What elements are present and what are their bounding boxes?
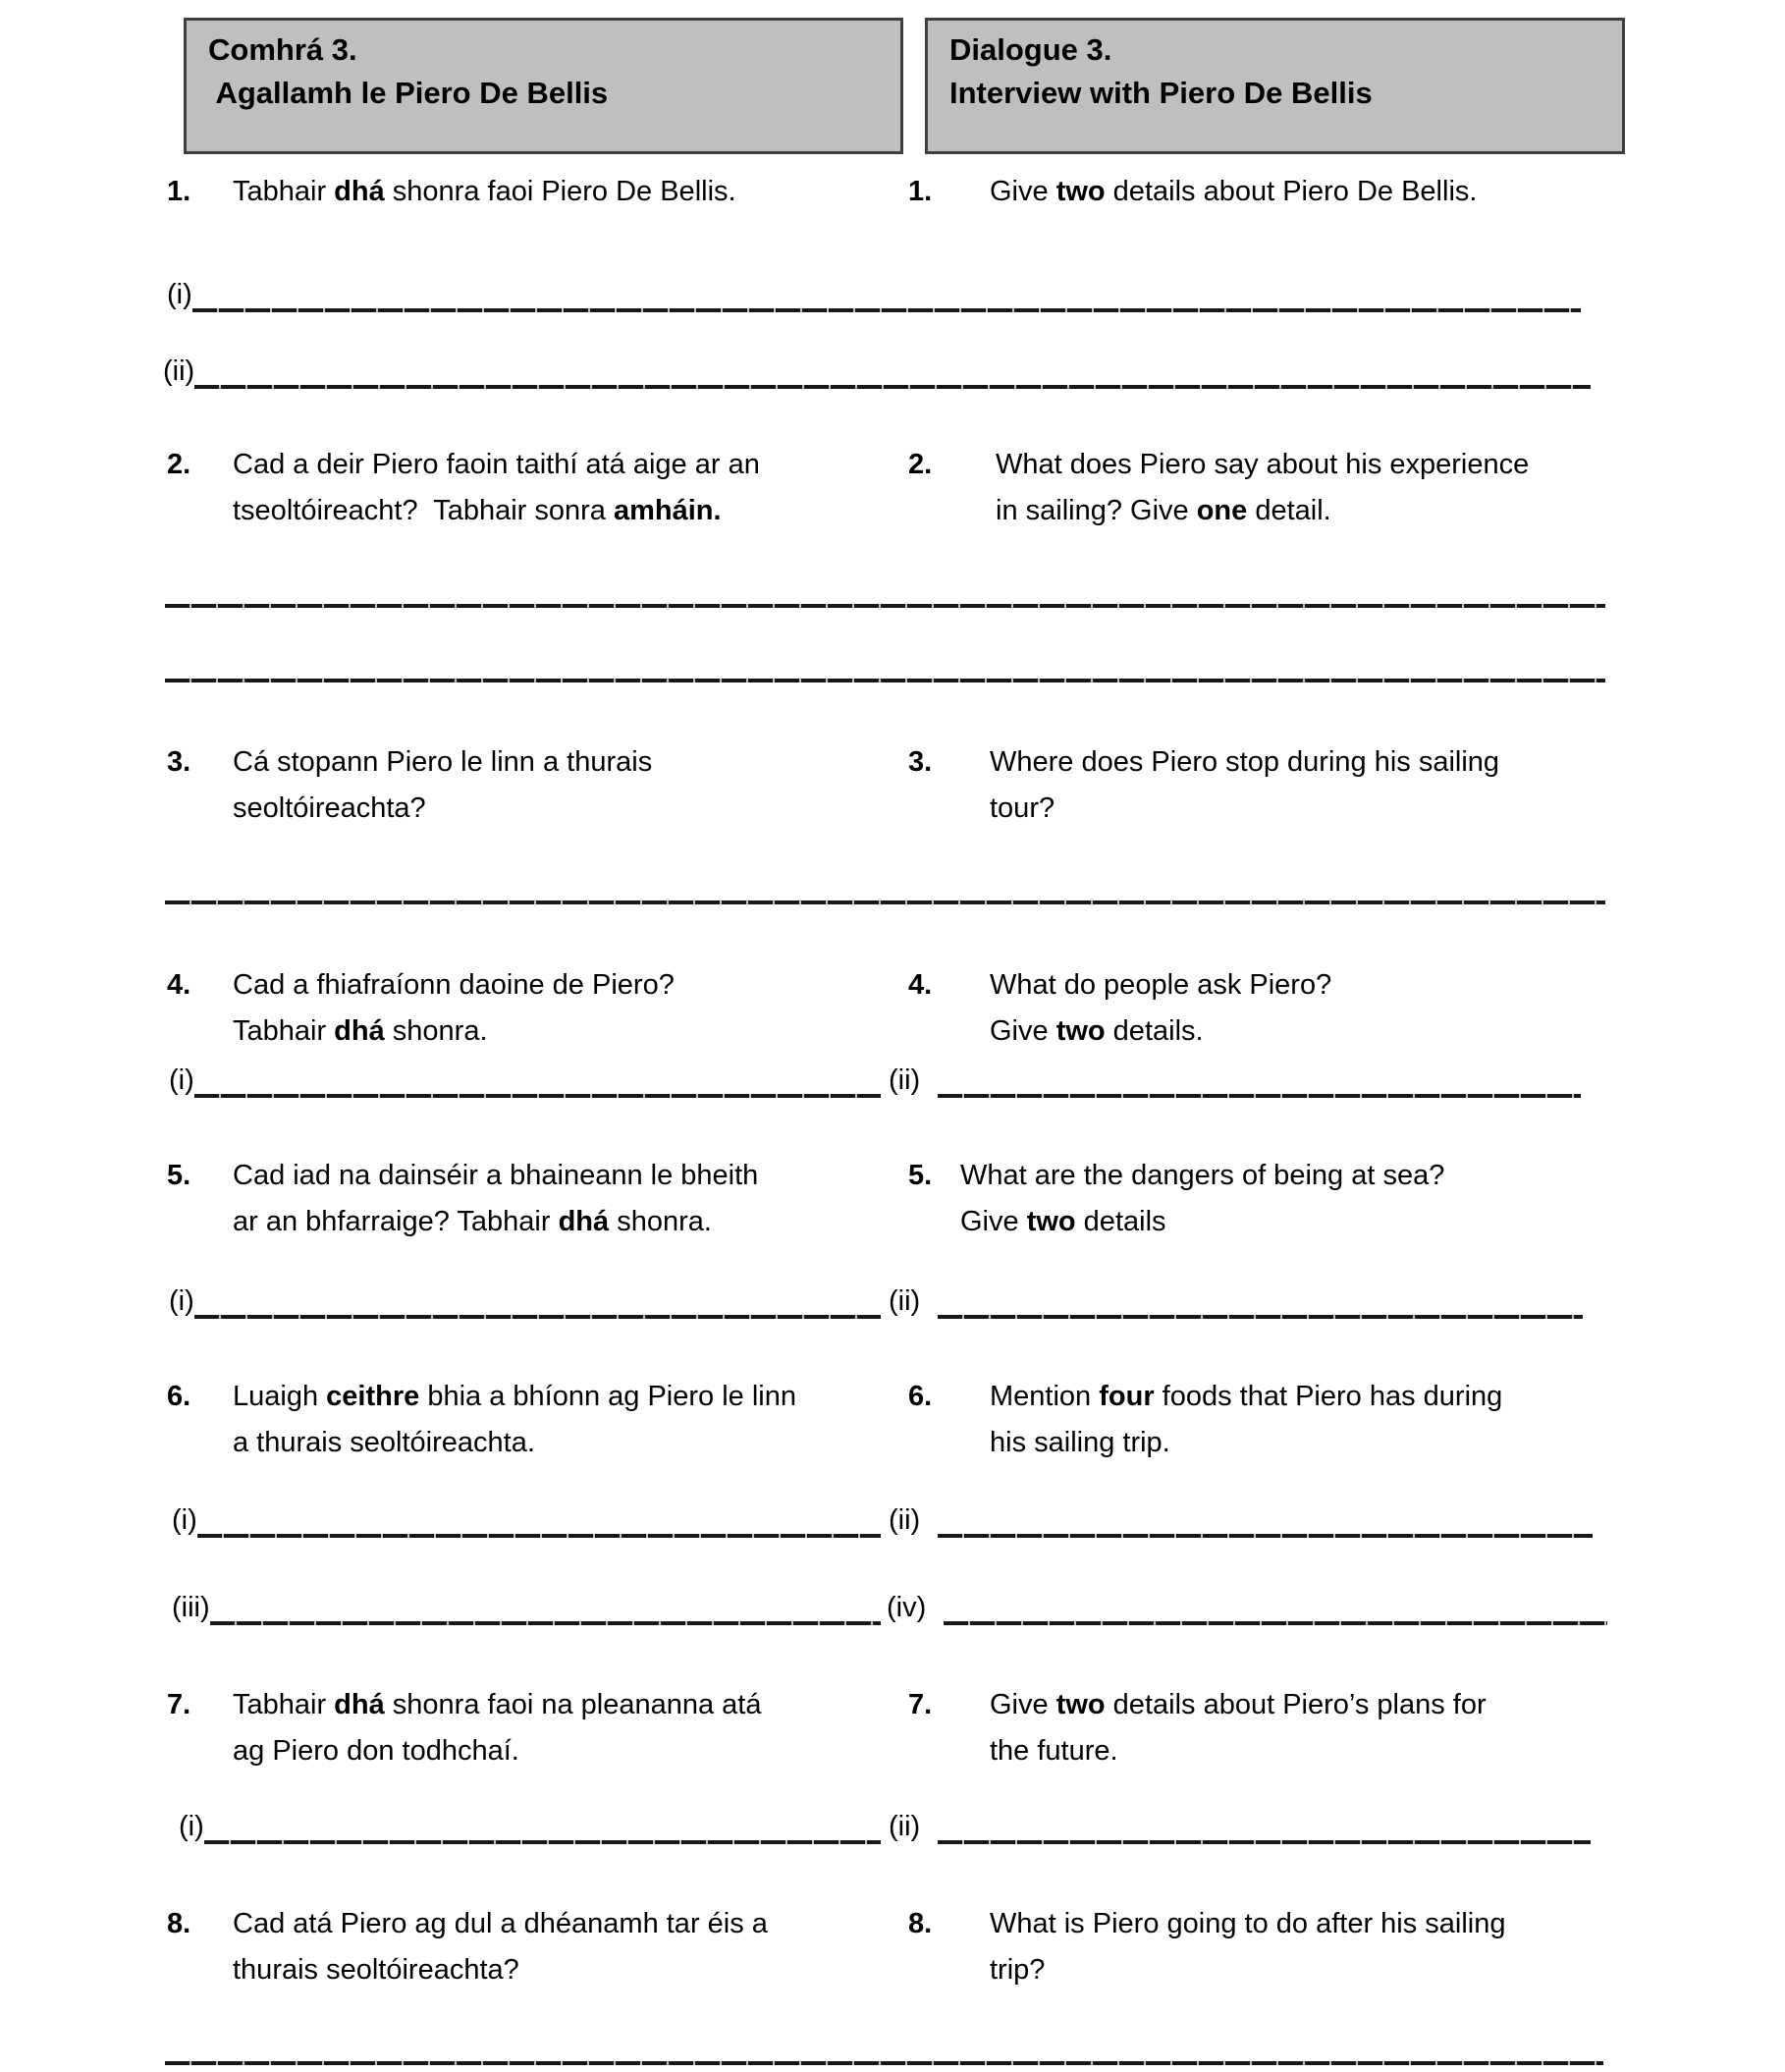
- answer-label: (ii): [889, 1504, 921, 1536]
- question-number-english: 7.: [908, 1689, 933, 1720]
- question-text-english: What do people ask Piero? Give two details.: [990, 969, 1332, 1047]
- answer-label: (ii): [889, 1811, 921, 1842]
- question-number-english: 2.: [908, 449, 933, 480]
- answer-underline: [194, 385, 1591, 389]
- answer-label: (iii): [172, 1592, 210, 1623]
- answer-underline: [192, 308, 1581, 312]
- question-number-irish: 4.: [167, 969, 191, 1001]
- question-number-irish: 3.: [167, 746, 191, 778]
- question-number-english: 5.: [908, 1160, 933, 1191]
- header-irish-line2: Agallamh le Piero De Bellis: [208, 76, 609, 110]
- answer-label: (i): [167, 279, 192, 310]
- question-text-irish: Cad iad na dainséir a bhaineann le bheith ar an bhfarraige? Tabhair dhá shonra.: [233, 1160, 759, 1237]
- answer-rule: [165, 604, 1605, 608]
- answer-label: (ii): [889, 1064, 921, 1096]
- answer-line: [167, 275, 1581, 312]
- answer-label: (i): [169, 1064, 194, 1096]
- answer-line: [179, 1807, 881, 1844]
- question-number-irish: 5.: [167, 1160, 191, 1191]
- answer-label: (ii): [163, 355, 195, 387]
- answer-underline: [938, 1840, 1591, 1844]
- answer-line: [169, 1281, 881, 1319]
- question-text-irish: Cad atá Piero ag dul a dhéanamh tar éis a thurais seoltóireachta?: [233, 1908, 768, 1986]
- question-number-irish: 8.: [167, 1908, 191, 1939]
- answer-line: [172, 1588, 881, 1625]
- answer-underline: [210, 1621, 881, 1625]
- header-english-line2: Interview with Piero De Bellis: [949, 76, 1373, 110]
- answer-rule: [165, 679, 1605, 682]
- question-number-english: 8.: [908, 1908, 933, 1939]
- question-number-irish: 6.: [167, 1381, 191, 1412]
- answer-underline: [194, 1094, 881, 1098]
- question-text-irish: Tabhair dhá shonra faoi na pleananna atá ag Piero don todhchaí.: [233, 1689, 762, 1767]
- question-text-english: Mention four foods that Piero has during his sailing trip.: [990, 1381, 1503, 1458]
- question-number-english: 6.: [908, 1381, 933, 1412]
- answer-label: (i): [169, 1285, 194, 1317]
- answer-underline: [204, 1840, 881, 1844]
- answer-underline: [938, 1315, 1583, 1319]
- question-text-english: What is Piero going to do after his sailing trip?: [990, 1908, 1506, 1986]
- question-number-irish: 7.: [167, 1689, 191, 1720]
- answer-underline: [944, 1621, 1607, 1625]
- question-text-english: Where does Piero stop during his sailing tour?: [990, 746, 1500, 824]
- answer-line: [889, 1807, 1591, 1844]
- answer-label: (iv): [887, 1592, 927, 1623]
- question-text-english: Give two details about Piero De Bellis.: [990, 176, 1478, 207]
- answer-line: [889, 1281, 1583, 1319]
- answer-line: [172, 1500, 881, 1538]
- question-text-irish: Tabhair dhá shonra faoi Piero De Bellis.: [233, 176, 736, 207]
- header-box-irish: [184, 18, 903, 154]
- answer-line: [887, 1588, 1607, 1625]
- question-text-english: What does Piero say about his experience in sailing? Give one detail.: [996, 449, 1530, 526]
- question-number-irish: 2.: [167, 449, 191, 480]
- header-english-line1: Dialogue 3.: [949, 32, 1112, 67]
- question-number-english: 1.: [908, 176, 933, 207]
- answer-label: (ii): [889, 1285, 921, 1317]
- header-box-english: [925, 18, 1625, 154]
- answer-underline: [938, 1534, 1593, 1538]
- answer-rule: [165, 900, 1605, 904]
- answer-line: [889, 1061, 1581, 1098]
- answer-underline: [194, 1315, 881, 1319]
- question-text-irish: Cad a fhiafraíonn daoine de Piero? Tabhair dhá shonra.: [233, 969, 675, 1047]
- answer-label: (i): [172, 1504, 197, 1536]
- answer-rule: [165, 2061, 1603, 2065]
- answer-line: [889, 1500, 1593, 1538]
- question-text-irish: Cá stopann Piero le linn a thurais seoltóireachta?: [233, 746, 653, 824]
- question-number-english: 3.: [908, 746, 933, 778]
- question-text-irish: Luaigh ceithre bhia a bhíonn ag Piero le linn a thurais seoltóireachta.: [233, 1381, 796, 1458]
- answer-line: [169, 1061, 881, 1098]
- question-number-english: 4.: [908, 969, 933, 1001]
- question-text-english: What are the dangers of being at sea? Give two details: [960, 1160, 1445, 1237]
- answer-label: (i): [179, 1811, 204, 1842]
- answer-underline: [197, 1534, 881, 1538]
- header-irish-line1: Comhrá 3.: [208, 32, 357, 67]
- question-text-irish: Cad a deir Piero faoin taithí atá aige ar an tseoltóireacht? Tabhair sonra amháin.: [233, 449, 760, 526]
- question-text-english: Give two details about Piero’s plans for the future.: [990, 1689, 1487, 1767]
- question-number-irish: 1.: [167, 176, 191, 207]
- answer-line: [163, 352, 1591, 389]
- answer-underline: [938, 1094, 1581, 1098]
